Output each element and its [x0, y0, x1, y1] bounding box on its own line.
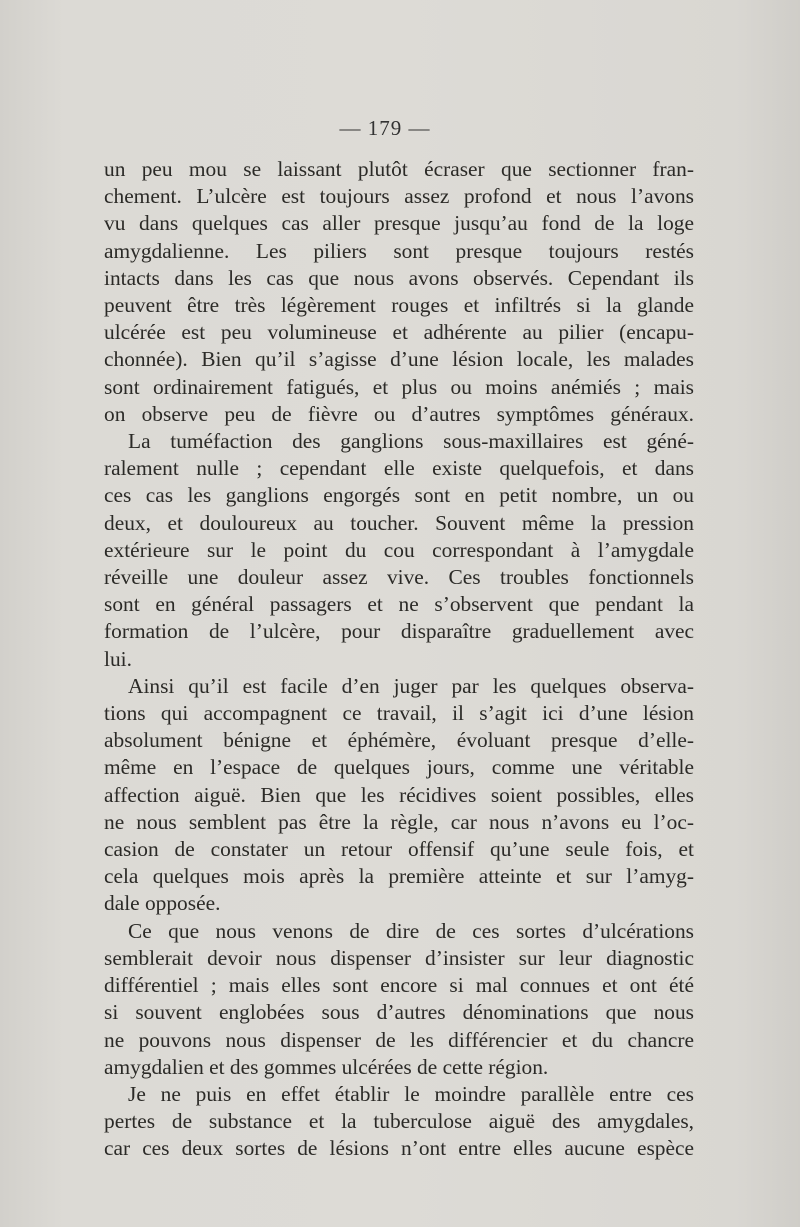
text-line: deux, et douloureux au toucher. Souvent même la pression — [104, 510, 694, 535]
text-line: sont ordinairement fatigués, et plus ou moins anémiés ; mais — [104, 374, 694, 399]
text-line: formation de l’ulcère, pour disparaître graduellement avec — [104, 619, 694, 644]
text-line: semblerait devoir nous dispenser d’insister sur leur diagnostic — [104, 945, 694, 970]
text-line: cela quelques mois après la première atteinte et sur l’amyg- — [104, 864, 694, 889]
text-line: chonnée). Bien qu’il s’agisse d’une lésion locale, les malades — [104, 347, 694, 372]
text-line: dale opposée. — [104, 891, 221, 916]
text-line: ulcérée est peu volumineuse et adhérente au pilier (encapu- — [104, 320, 694, 345]
page-number: — 179 — — [339, 116, 431, 140]
text-line: amygdalienne. Les piliers sont presque toujours restés — [104, 238, 694, 263]
text-line: Ce que nous venons de dire de ces sortes d’ulcérations — [128, 918, 694, 943]
text-line: pertes de substance et la tuberculose aiguë des amygdales, — [104, 1109, 694, 1134]
text-line: peuvent être très légèrement rouges et infiltrés si la glande — [104, 293, 694, 318]
text-line: La tuméfaction des ganglions sous-maxillaires est géné- — [128, 429, 694, 454]
text-line: affection aiguë. Bien que les récidives soient possibles, elles — [104, 782, 694, 807]
text-line: ne pouvons nous dispenser de les différencier et du chancre — [104, 1027, 694, 1052]
paragraph-5 — [104, 1081, 694, 1163]
text-line: même en l’espace de quelques jours, comme une véritable — [104, 755, 694, 780]
text-line: chement. L’ulcère est toujours assez profond et nous l’avons — [104, 184, 694, 209]
text-line: réveille une douleur assez vive. Ces troubles fonctionnels — [104, 565, 694, 590]
text-line: ne nous semblent pas être la règle, car nous n’avons eu l’oc- — [104, 809, 694, 834]
paragraph-4 — [104, 918, 694, 1081]
text-line: sont en général passagers et ne s’observent que pendant la — [104, 592, 694, 617]
text-line: si souvent englobées sous d’autres dénominations que nous — [104, 1000, 694, 1025]
text-line: on observe peu de fièvre ou d’autres symptômes généraux. — [104, 401, 694, 426]
text-line: extérieure sur le point du cou correspondant à l’amygdale — [104, 537, 694, 562]
text-line: un peu mou se laissant plutôt écraser que sectionner fran- — [104, 157, 694, 181]
text-line: amygdalien et des gommes ulcérées de cette région. — [104, 1054, 549, 1079]
text-line: tions qui accompagnent ce travail, il s’agit ici d’une lésion — [104, 701, 694, 726]
text-line: absolument bénigne et éphémère, évoluant presque d’elle- — [104, 728, 694, 753]
text-line: lui. — [104, 646, 132, 671]
text-line: Je ne puis en effet établir le moindre parallèle entre ces — [128, 1081, 694, 1106]
text-line: ralement nulle ; cependant elle existe quelquefois, et dans — [104, 456, 694, 481]
paragraph-2 — [104, 428, 694, 673]
text-line: ces cas les ganglions engorgés sont en petit nombre, un ou — [104, 483, 694, 508]
text-line: intacts dans les cas que nous avons observés. Cependant ils — [104, 265, 694, 290]
text-line: différentiel ; mais elles sont encore si mal connues et ont été — [104, 973, 694, 998]
text-line: vu dans quelques cas aller presque jusqu’au fond de la loge — [104, 211, 694, 236]
paragraph-3 — [104, 673, 694, 918]
text-line: Ainsi qu’il est facile d’en juger par les quelques observa- — [128, 673, 694, 698]
body-text — [104, 156, 694, 1163]
paragraph-1 — [104, 156, 694, 428]
text-line: car ces deux sortes de lésions n’ont entre elles aucune espèce — [104, 1136, 694, 1161]
text-line: casion de constater un retour offensif qu’une seule fois, et — [104, 837, 694, 862]
